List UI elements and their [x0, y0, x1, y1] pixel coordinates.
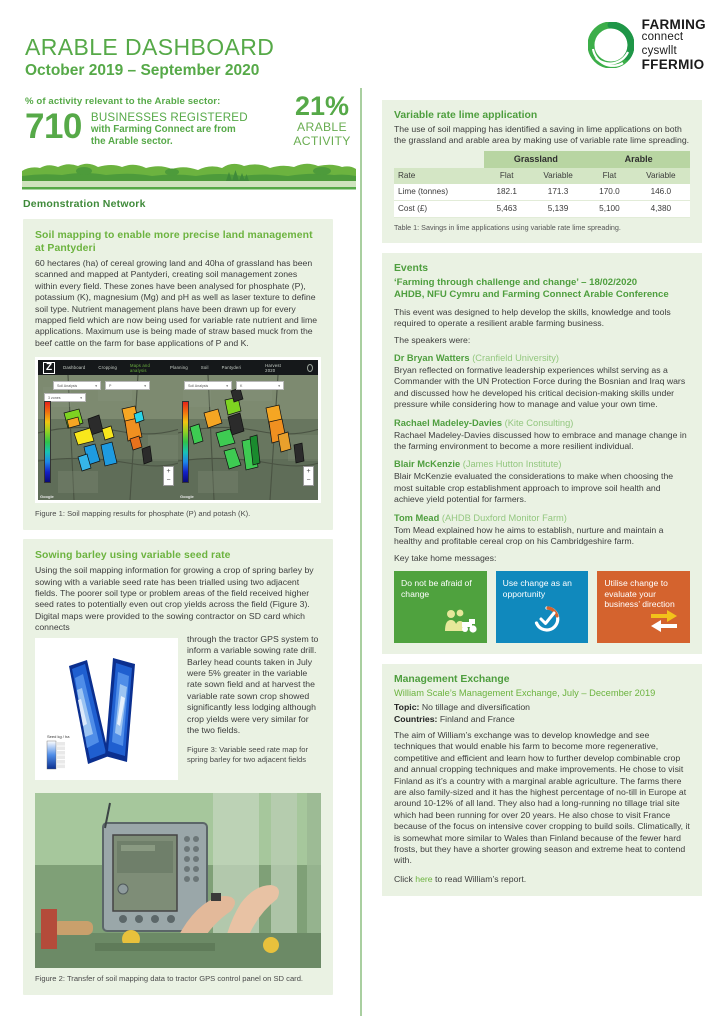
arable-activity-stat [282, 92, 362, 148]
map-pane-phosphate[interactable] [38, 375, 178, 500]
arable-percent-label-1: ARABLE [297, 120, 347, 134]
stats-lead-text: % of activity relevant to the Arable sector: [25, 96, 221, 107]
management-exchange-subtitle: William Scale’s Management Exchange, July – December 2019 [394, 687, 656, 698]
speaker-org: (Cranfield University) [472, 353, 559, 364]
businesses-sub-2: the Arable sector. [90, 136, 173, 147]
key-messages-row [394, 571, 690, 643]
sowing-barley-heading: Sowing barley using variable seed rate [35, 550, 231, 562]
left-nutrient-value: P [109, 383, 112, 388]
right-nutrient-select[interactable]: K ▾ [236, 381, 284, 390]
logo-text [642, 18, 706, 71]
map-zoom-controls-right[interactable] [303, 466, 314, 486]
left-zones-select[interactable]: 3 zones ▾ [44, 393, 86, 402]
table-corner-cell [394, 151, 484, 168]
cell-lime-arable-variable: 146.0 [632, 184, 690, 201]
speaker-text: Blair McKenzie evaluated the considerations to make when choosing the most suitable crop establishment approach to improve soil health and achieve yield potential for farmers. [394, 471, 674, 505]
right-column [382, 100, 702, 896]
cell-lime-grassland-variable: 171.3 [529, 184, 587, 201]
phosphate-colorbar [44, 401, 51, 483]
speaker-org: (Kite Consulting) [504, 417, 574, 428]
lime-heading: Variable rate lime application [394, 110, 538, 121]
app-season-select[interactable]: Harvest 2020 [265, 362, 281, 373]
link-prefix: Click [394, 873, 416, 884]
soil-mapping-card [23, 219, 333, 530]
column-divider [360, 88, 362, 1016]
app-nav-planning[interactable]: Planning [169, 365, 188, 371]
management-exchange-body: The aim of William’s exchange was to develop knowledge and see techniques that would enable his farm to become more regenerative, competitive and efficient and learn how to further develop combinable crop and annual cropping techniques and make improvements. He chose to visit Finland as it’s a country with a marginal arable agriculture. The farms there are also family-sized and it has the highest percentage of no-till in Europe at around 10-12% of all land. They also had a long-running no tillage trial site which had been running for over 20 years. He also chose to visit France because of the focus on intensive cover cropping to build soils. Climatically, it is somewhat more similar to Wales than Finland because of the fewer hard frosts, but they have a shorter growing season and extreme heat to contend with. [394, 729, 690, 866]
speaker-text: Rachael Madeley-Davies discussed how to embrace and manage change in the farming environment to become a more resilient individual. [394, 429, 687, 452]
businesses-sub-1: with Farming Connect are from [90, 124, 236, 135]
cell-cost-grassland-variable: 5,139 [529, 200, 587, 217]
left-nutrient-select[interactable]: P ▾ [105, 381, 150, 390]
table-subheader-row [394, 168, 690, 184]
speaker-org: (James Hutton Institute) [462, 459, 562, 470]
right-nutrient-value: K [240, 383, 243, 388]
key-message-box-3 [597, 571, 690, 643]
app-navbar [38, 360, 318, 375]
zoom-out-icon-right[interactable]: − [306, 477, 311, 485]
report-link-row [394, 874, 690, 885]
speaker-name: Blair McKenzie [394, 459, 461, 470]
logo-line-1: FARMING [641, 17, 706, 32]
soil-mapping-app-screenshot [38, 360, 318, 500]
potash-colorbar [182, 401, 189, 483]
zoom-in-icon[interactable]: + [166, 468, 171, 476]
title-block [25, 34, 274, 81]
topic-label: Topic: [394, 701, 420, 712]
app-nav-maps-and-analysis[interactable]: Maps and analysis [130, 362, 150, 373]
soil-mapping-heading: Soil mapping to enable more precise land management at Pantyderi [35, 230, 313, 254]
svg-text:Seed kg / ha: Seed kg / ha [47, 733, 70, 739]
logo-line-3: cyswllt [641, 45, 677, 57]
table-row [394, 184, 690, 201]
management-exchange-label: Management Exchange [394, 673, 510, 685]
speakers-intro: The speakers were: [394, 334, 471, 345]
page-title: ARABLE DASHBOARD [25, 34, 275, 60]
speaker-name: Tom Mead [394, 512, 440, 523]
key-message-text-3: Utilise change to evaluate your business’ direction [604, 577, 675, 610]
app-nav-soil[interactable]: Soil [200, 365, 209, 371]
speaker-text: Tom Mead explained how he aims to establish, nurture and maintain a healthy and profitable cereal crop on his Cambridgeshire farm. [394, 524, 664, 547]
speaker-text: Bryan reflected on formative leadership experiences whilst serving as a Commander with the UN Protection Force during the Bosnian and Iraq wars and discussed how he developed his critical decision-making skills under pressure while considering how to manage and value your own time. [394, 365, 686, 410]
sowing-barley-card [23, 539, 333, 994]
countries-value: Finland and France [439, 713, 515, 724]
event-title-line-1: ‘Farming through challenge and change’ – 18/02/2020 [394, 276, 638, 288]
speaker-entry [394, 418, 690, 453]
events-card [382, 253, 702, 654]
left-layer-select[interactable]: Soil Analysis ▾ [53, 381, 101, 390]
farming-connect-logo [588, 18, 706, 71]
gear-icon[interactable] [307, 364, 313, 372]
arable-percent: 21% [294, 91, 350, 121]
countries-label: Countries: [394, 713, 438, 724]
speaker-entry [394, 459, 690, 505]
app-nav-cropping[interactable]: Cropping [98, 365, 117, 371]
management-exchange-card [382, 664, 702, 896]
key-message-text-1: Do not be afraid of change [401, 577, 472, 599]
figure-3-caption: Figure 3: Variable seed rate map for spring barley for two adjacent fields [187, 745, 308, 765]
speaker-entry [394, 353, 690, 411]
arrows-direction-icon [647, 607, 681, 638]
left-column [23, 198, 333, 995]
report-link[interactable]: here [415, 873, 433, 884]
topic-value: No tillage and diversification [421, 701, 531, 712]
farmer-tractor-icon [442, 609, 478, 638]
table-head-arable-variable: Variable [632, 168, 690, 184]
table-group-arable: Arable [587, 151, 690, 168]
cell-cost-grassland-flat: 5,463 [484, 200, 528, 217]
soil-map-figure [35, 357, 321, 503]
page-period: October 2019 – September 2020 [25, 62, 260, 79]
right-layer-value: Soil Analysis [188, 383, 209, 388]
speaker-name: Dr Bryan Watters [394, 353, 470, 364]
businesses-count: 710 [25, 107, 82, 146]
speaker-name: Rachael Madeley-Davies [394, 417, 503, 428]
map-pane-potash[interactable] [178, 375, 318, 500]
countries-row [394, 713, 690, 725]
page-header [0, 0, 724, 95]
event-intro: This event was designed to help develop the skills, knowledge and tools required to operate a resilient arable farming business. [394, 306, 671, 329]
right-layer-select[interactable]: Soil Analysis ▾ [184, 381, 232, 390]
map-zoom-controls-left[interactable] [163, 466, 174, 486]
sowing-barley-wrap-text: through the tractor GPS system to inform a variable sowing rate drill. Barley head counts taken in July were 5% greater in the variable rate sown field and at harvest the variable rate sown crop showed significantly less lodging although crop yields were very similar for the two fields. [187, 633, 319, 735]
check-circle-icon [532, 605, 562, 638]
demonstration-network-label: Demonstration Network [23, 198, 146, 210]
table-head-rate: Rate [394, 168, 484, 184]
app-logo-icon: Z [43, 362, 55, 374]
map-attribution-left: Google [40, 494, 54, 500]
key-message-box-1 [394, 571, 487, 643]
cell-lime-grassland-flat: 182.1 [484, 184, 528, 201]
figure-2-caption: Figure 2: Transfer of soil mapping data to tractor GPS control panel on SD card. [35, 973, 304, 983]
table-group-grassland: Grassland [484, 151, 587, 168]
topic-row [394, 701, 690, 713]
cell-cost-arable-flat: 5,100 [587, 200, 631, 217]
map-attribution-right: Google [180, 494, 194, 500]
take-home-label: Key take home messages: [394, 552, 497, 563]
figure-1-caption: Figure 1: Soil mapping results for phosphate (P) and potash (K). [35, 509, 251, 519]
landscape-illustration [22, 155, 356, 192]
app-farm-select[interactable]: Pantyderi [221, 365, 242, 371]
left-layer-value: Soil Analysis [57, 383, 78, 388]
cell-cost-arable-variable: 4,380 [632, 200, 690, 217]
table-head-arable-flat: Flat [587, 168, 631, 184]
key-message-box-2 [496, 571, 589, 643]
event-title-line-2: AHDB, NFU Cymru and Farming Connect Arable Conference [394, 289, 669, 301]
zoom-in-icon-right[interactable]: + [306, 468, 311, 476]
zoom-out-icon[interactable]: − [166, 477, 171, 485]
table-head-grassland-flat: Flat [484, 168, 528, 184]
lime-savings-table [394, 151, 690, 218]
row-label-cost: Cost (£) [394, 200, 484, 217]
tractor-gps-photo [35, 793, 321, 968]
logo-line-2: connect [641, 30, 684, 43]
row-label-lime: Lime (tonnes) [394, 184, 484, 201]
left-zones-value: 3 zones [48, 395, 61, 400]
sowing-barley-intro: Using the soil mapping information for growing a crop of spring barley by sowing with a variable seed rate has been trialled using two adjacent fields. The poorer soil type or problem areas of the field received higher seed rates to potentially even out crop yields across the field (Figure 3). Digital maps were provided to the sowing contractor on SD card which connects [35, 565, 314, 633]
logo-swirl-icon [588, 22, 634, 68]
cell-lime-arable-flat: 170.0 [587, 184, 631, 201]
table-row [394, 200, 690, 217]
table-group-header-row [394, 151, 690, 168]
lime-intro: The use of soil mapping has identified a saving in lime applications on both the grassland and arable area by making use of variable rate lime spreading. [394, 124, 690, 146]
link-suffix: to read William’s report. [432, 873, 527, 884]
variable-rate-lime-card [382, 100, 702, 243]
table-1-caption: Table 1: Savings in lime applications using variable rate lime spreading. [394, 222, 621, 232]
soil-mapping-body: 60 hectares (ha) of cereal growing land and 40ha of grassland has been scanned and mapped at Pantyderi, creating soil management zones within every field. These zones have been analysed for phosphate (P), potassium (K), magnesium (Mg) and pH as well as laser texture to define soil type. Nutrient management plans have been drawn up for every mapped field which are now being used for variable rate nutrient and lime applications. Maximum use is being made of straw based muck from the beef cattle on the farm for base applications of P and K. [35, 258, 318, 348]
app-nav-dashboard[interactable]: Dashboard [63, 365, 86, 371]
speaker-entry [394, 513, 690, 548]
key-message-text-2: Use change as an opportunity [502, 577, 572, 599]
businesses-label: BUSINESSES REGISTERED [90, 111, 248, 124]
seed-rate-map-figure [35, 638, 178, 780]
logo-line-4: FFERMIO [641, 56, 705, 72]
table-head-grassland-variable: Variable [529, 168, 587, 184]
events-section-label: Events [394, 262, 429, 274]
speaker-org: (AHDB Duxford Monitor Farm) [441, 512, 567, 523]
arable-percent-label-2: ACTIVITY [293, 134, 351, 148]
